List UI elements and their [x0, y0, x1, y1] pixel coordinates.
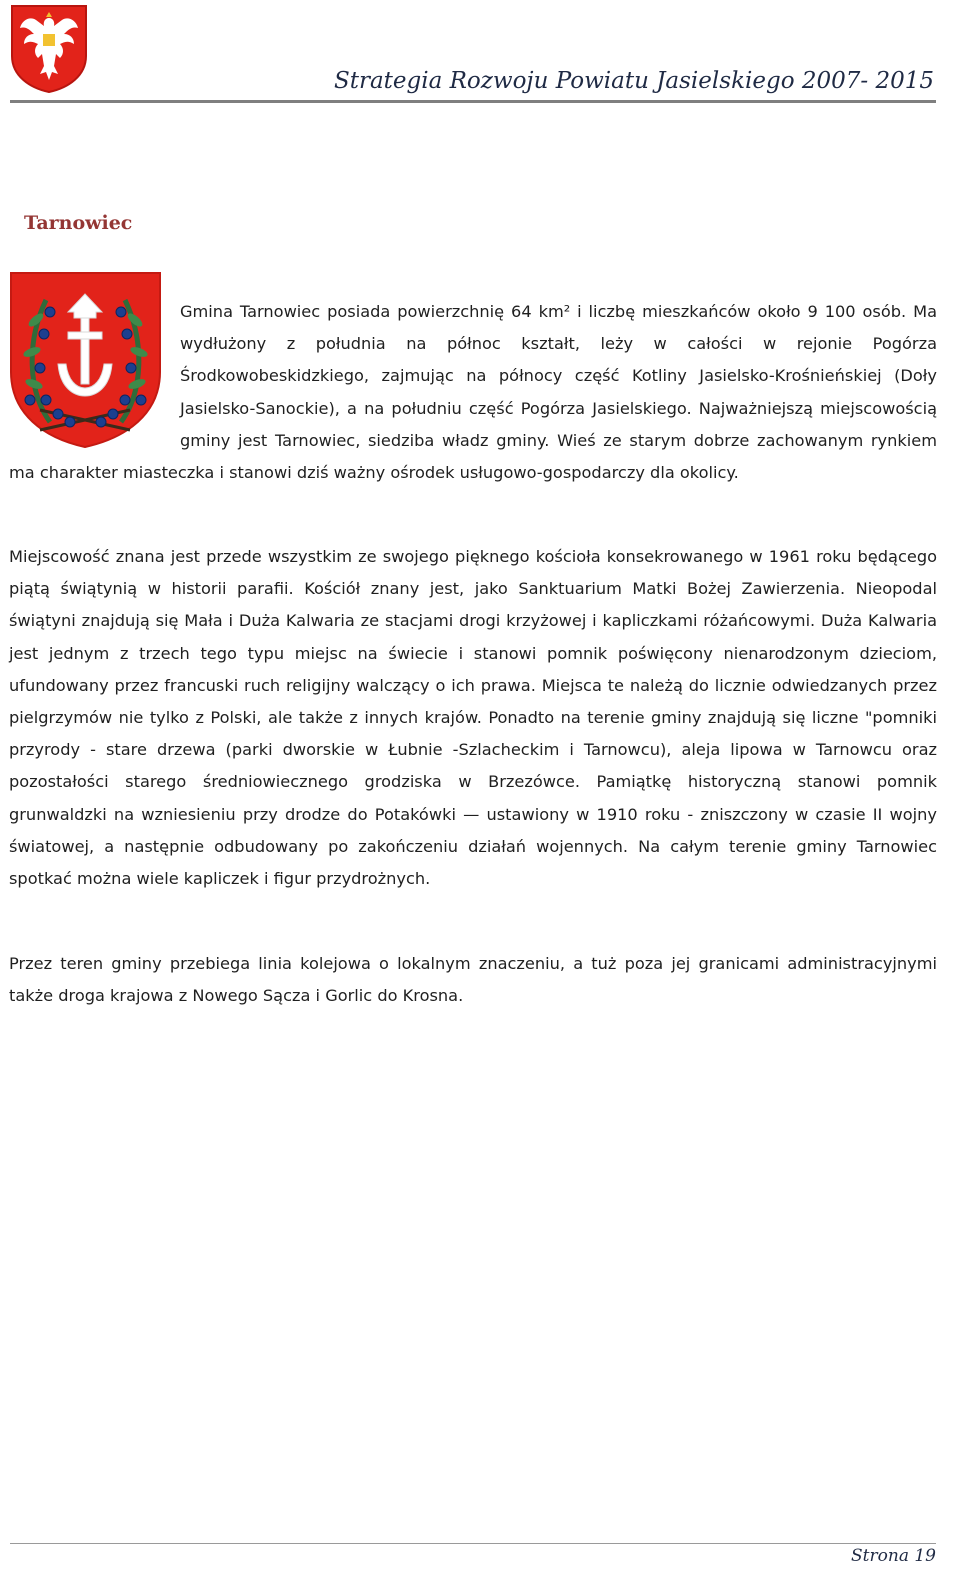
paragraph-intro: Gmina Tarnowiec posiada powierzchnię 64 km² i liczbę mieszkańców około 9 100 osób. Ma wydłużony z południa na północ kształt, leży w całości w rejonie Pogórza Środkowobeskidzkiego, zajmując na północy część Kotliny Jasielsko-Krośnieńskiej (Doły Jasielsko-Sanockie), a na południu część Pogórza Jasielskiego. Najważniejszą miejscowością gminy jest Tarnowiec, siedziba władz gminy. Wieś ze starym dobrze zachowanym rynkiem ma charakter miasteczka i stanowi dziś ważny ośrodek usługowo-gospodarczy dla okolicy.	[9, 302, 937, 483]
paragraph-history: Miejscowość znana jest przede wszystkim ze swojego pięknego kościoła konsekrowanego w 1961 roku będącego piątą świątynią w historii parafii. Kościół znany jest, jako Sanktuarium Matki Bożej Zawierzenia. Nieopodal świątyni znajdują się Mała i Duża Kalwaria ze stacjami drogi krzyżowej i kapliczkami różańcowymi. Duża Kalwaria jest jednym z trzech tego typu miejsc na świecie i stanowi pomnik poświęcony nienarodzonym dzieciom, ufundowany przez francuski ruch religijny walczący o ich prawa. Miejsca te należą do licznie odwiedzanych przez pielgrzymów nie tylko z Polski, ale także z innych krajów. Ponadto na terenie gminy znajdują się liczne "pomniki przyrody - stare drzewa (parki dworskie w Łubnie -Szlacheckim i Tarnowcu), aleja lipowa w Tarnowcu oraz pozostałości starego średniowiecznego grodziska w Brzezówce. Pamiątkę historyczną stanowi pomnik grunwaldzki na wzniesieniu przy drodze do Potakówki — ustawiony w 1910 roku - zniszczony w czasie II wojny światowej, a następnie odbudowany po zakończeniu działań wojennych. Na całym terenie gminy Tarnowiec spotkać można wiele kapliczek i figur przydrożnych.	[9, 547, 937, 889]
header-divider	[10, 100, 936, 103]
eagle-coat-of-arms-icon	[10, 4, 88, 94]
section-title: Tarnowiec	[24, 212, 133, 234]
header-title: Strategia Rozwoju Powiatu Jasielskiego 2007- 2015	[333, 68, 934, 94]
footer-divider	[10, 1543, 936, 1544]
page-number: Strona 19	[851, 1546, 936, 1566]
paragraph-transport: Przez teren gminy przebiega linia kolejowa o lokalnym znaczeniu, a tuż poza jej granicami administracyjnymi także droga krajowa z Nowego Sącza i Gorlic do Krosna.	[9, 954, 937, 1006]
